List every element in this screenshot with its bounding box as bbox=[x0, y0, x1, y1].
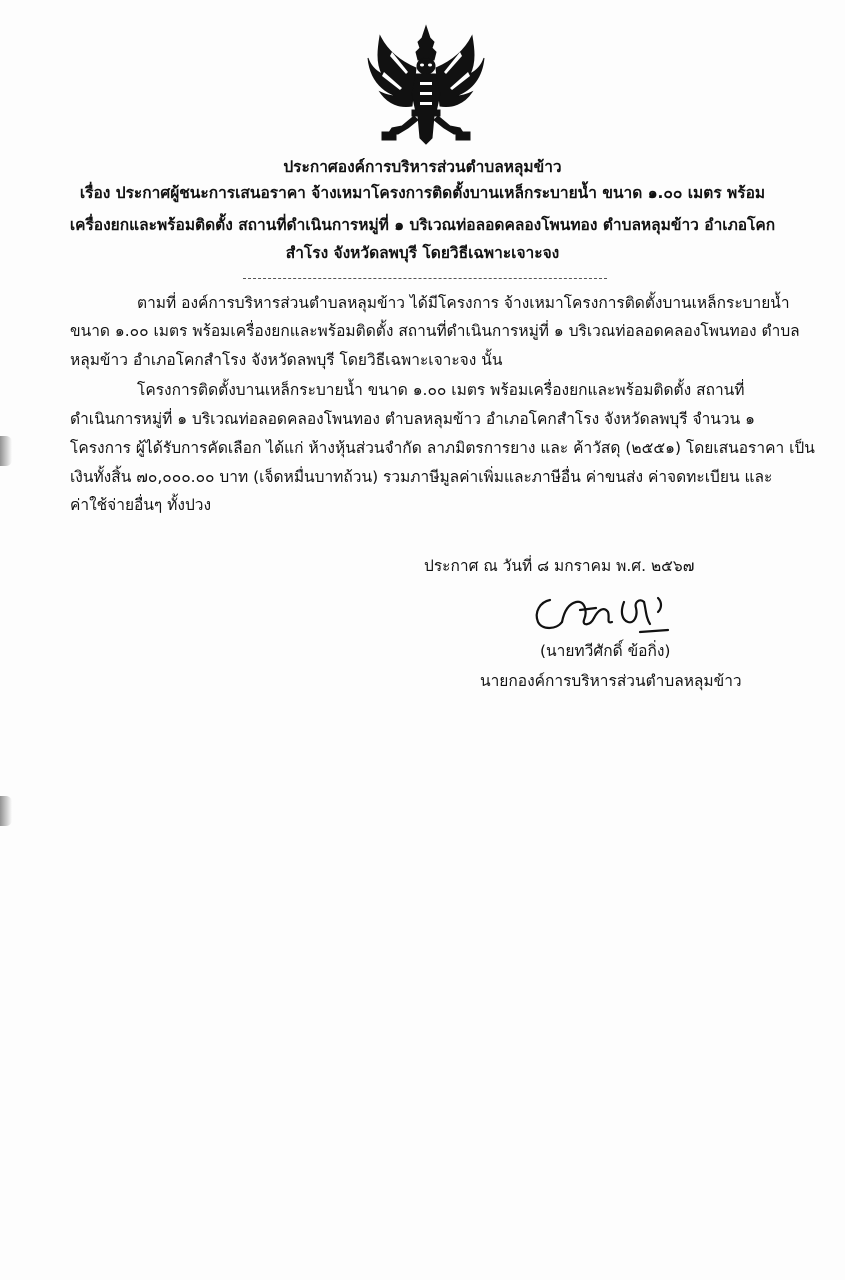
paragraph-1-line: หลุมข้าว อำเภอโคกสำโรง จังหวัดลพบุรี โดยวิธีเฉพาะเจาะจง นั้น bbox=[70, 351, 503, 369]
paragraph-2-line: ค่าใช้จ่ายอื่นๆ ทั้งปวง bbox=[70, 496, 212, 514]
signer-name: (นายทวีศักดิ์ ข้อกิ่ง) bbox=[540, 642, 671, 660]
paragraph-2-line: เงินทั้งสิ้น ๗๐,๐๐๐.๐๐ บาท (เจ็ดหมื่นบาทถ้วน) รวมภาษีมูลค่าเพิ่มและภาษีอื่น ค่าขนส่ง ค่าจดทะเบียน และ bbox=[70, 468, 773, 486]
paragraph-2-line: ดำเนินการหมู่ที่ ๑ บริเวณท่อลอดคลองโพนทอง ตำบลหลุมข้าว อำเภอโคกสำโรง จังหวัดลพบุรี จำนวน ๑ bbox=[70, 410, 755, 428]
signer-position: นายกองค์การบริหารส่วนตำบลหลุมข้าว bbox=[480, 672, 742, 690]
paragraph-2-line: โครงการ ผู้ได้รับการคัดเลือก ได้แก่ ห้างหุ้นส่วนจำกัด ลาภมิตรการยาง และ ค้าวัสดุ (๒๕๕๑) โดยเสนอราคา เป็น bbox=[70, 439, 815, 457]
announcement-date: ประกาศ ณ วันที่ ๘ มกราคม พ.ศ. ๒๕๖๗ bbox=[424, 557, 695, 575]
announcement-title: ประกาศองค์การบริหารส่วนตำบลหลุมข้าว bbox=[283, 158, 562, 176]
paragraph-2-line: โครงการติดตั้งบานเหล็กระบายน้ำ ขนาด ๑.๐๐ เมตร พร้อมเครื่องยกและพร้อมติดตั้ง สถานที่ bbox=[137, 381, 745, 399]
paragraph-1-line: ตามที่ องค์การบริหารส่วนตำบลหลุมข้าว ได้มีโครงการ จ้างเหมาโครงการติดตั้งบานเหล็กระบายน้ำ bbox=[137, 294, 790, 312]
subject-line: เรื่อง ประกาศผู้ชนะการเสนอราคา จ้างเหมาโครงการติดตั้งบานเหล็กระบายน้ำ ขนาด ๑.๐๐ เมตร พร้อม bbox=[79, 184, 766, 202]
subject-line: เครื่องยกและพร้อมติดตั้ง สถานที่ดำเนินการหมู่ที่ ๑ บริเวณท่อลอดคลองโพนทอง ตำบลหลุมข้าว อำเภอโคก bbox=[69, 216, 776, 234]
subject-line: สำโรง จังหวัดลพบุรี โดยวิธีเฉพาะเจาะจง bbox=[285, 244, 560, 262]
scan-artifact-mark bbox=[0, 796, 12, 826]
garuda-emblem-icon bbox=[362, 22, 490, 146]
handwritten-signature bbox=[528, 588, 678, 638]
scan-artifact-mark bbox=[0, 436, 12, 466]
paragraph-1-line: ขนาด ๑.๐๐ เมตร พร้อมเครื่องยกและพร้อมติดตั้ง สถานที่ดำเนินการหมู่ที่ ๑ บริเวณท่อลอดคลองโพนทอง ตำบล bbox=[70, 322, 800, 340]
section-divider bbox=[243, 278, 607, 279]
